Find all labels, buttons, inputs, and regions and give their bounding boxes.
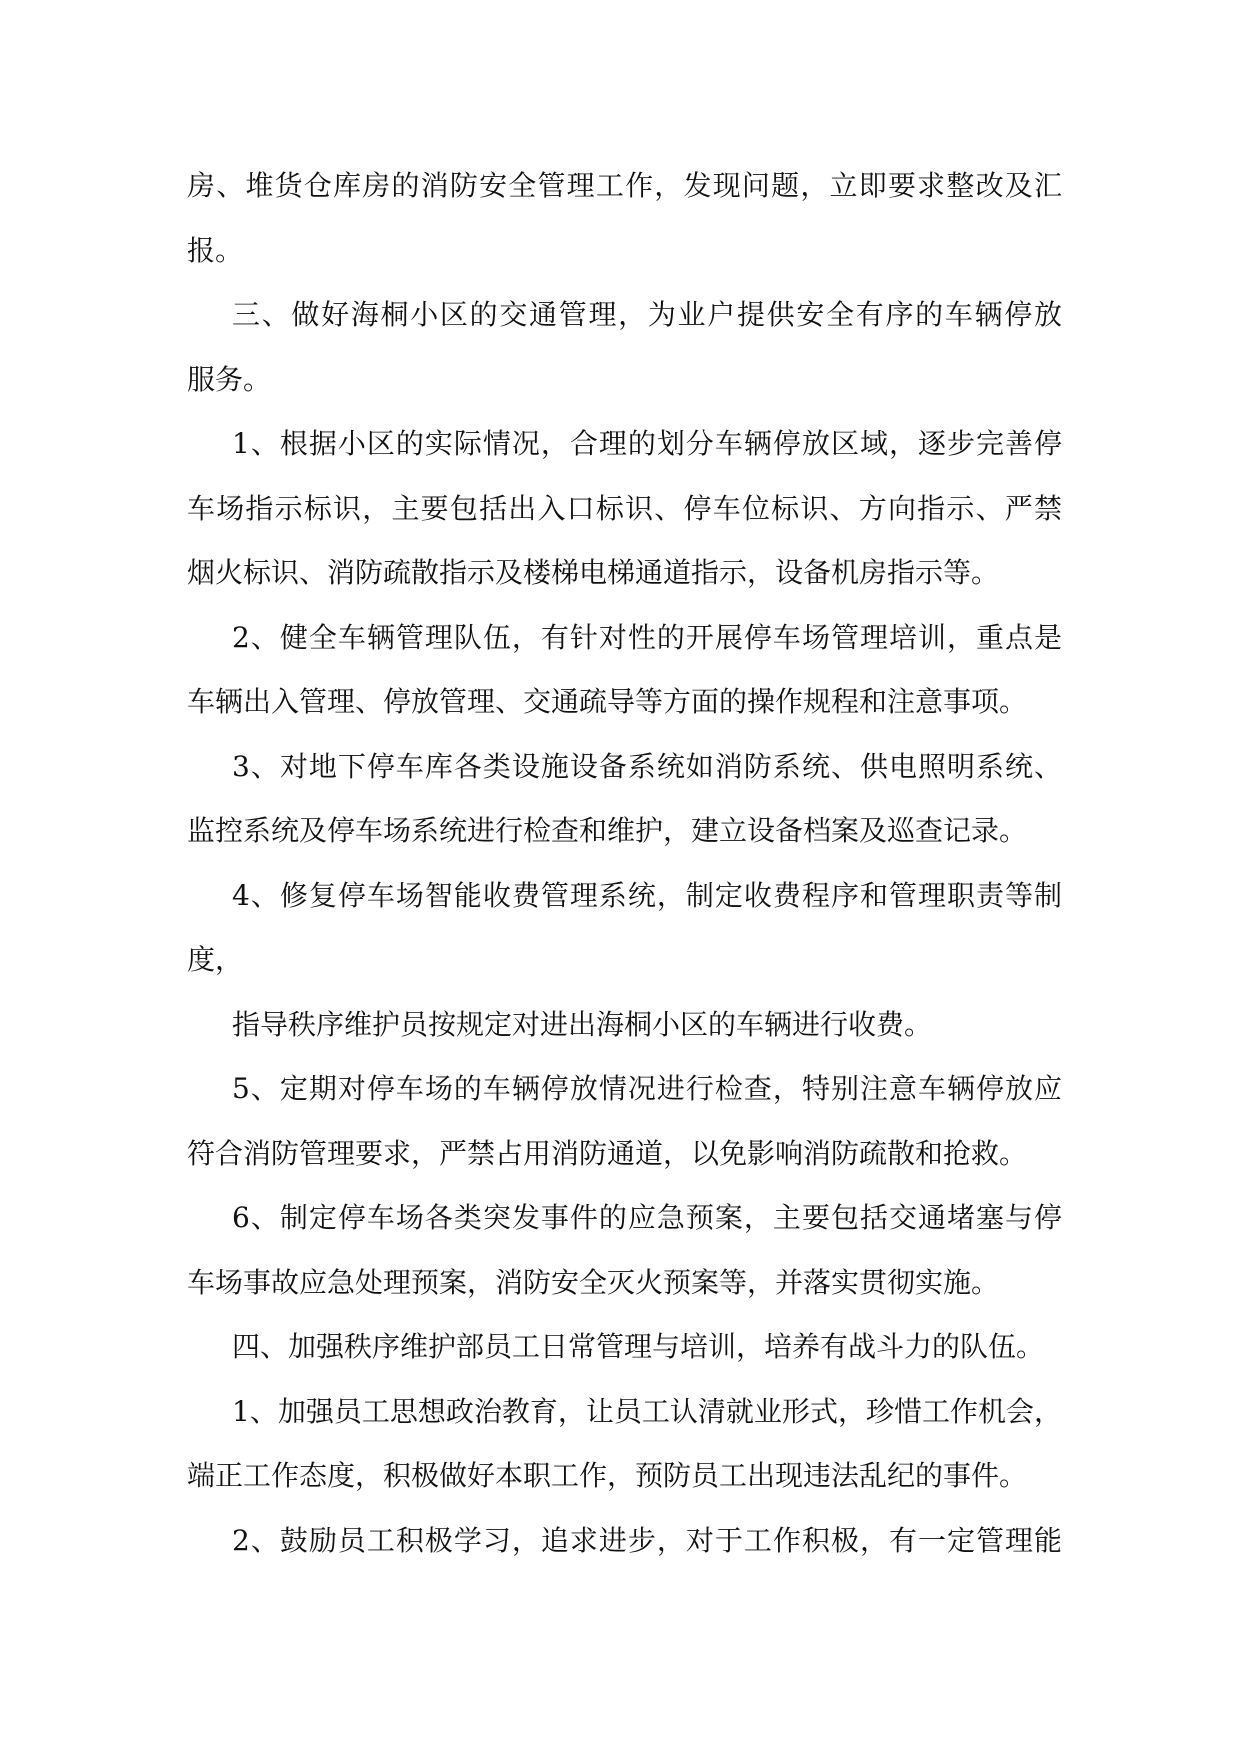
list-item-line: 1、根据小区的实际情况，合理的划分车辆停放区域，逐步完善停	[232, 427, 1062, 460]
list-item-line: 3、对地下停车库各类设施设备系统如消防系统、供电照明系统、	[232, 749, 1062, 783]
section-heading: 四、加强秩序维护部员工日常管理与培训，培养有战斗力的队伍。	[232, 1330, 1045, 1363]
text-line: 房、堆货仓库房的消防安全管理工作，发现问题，立即要求整改及汇	[187, 169, 1062, 202]
text-line: 端正工作态度，积极做好本职工作，预防员工出现违法乱纪的事件。	[187, 1459, 1028, 1492]
list-item-line: 5、定期对停车场的车辆停放情况进行检查，特别注意车辆停放应	[232, 1072, 1062, 1105]
text-line: 车辆出入管理、停放管理、交通疏导等方面的操作规程和注意事项。	[187, 685, 1028, 718]
text-line: 符合消防管理要求，严禁占用消防通道，以免影响消防疏散和抢救。	[187, 1136, 1028, 1170]
list-item-line: 4、修复停车场智能收费管理系统，制定收费程序和管理职责等制	[232, 878, 1062, 912]
text-line: 度，	[187, 943, 244, 976]
text-line: 车场指示标识，主要包括出入口标识、停车位标识、方向指示、严禁	[187, 491, 1062, 525]
text-line: 指导秩序维护员按规定对进出海桐小区的车辆进行收费。	[232, 1007, 933, 1041]
section-heading: 三、做好海桐小区的交通管理，为业户提供安全有序的车辆停放	[232, 298, 1062, 331]
text-line: 烟火标识、消防疏散指示及楼梯电梯通道指示，设备机房指示等。	[187, 556, 1000, 589]
list-item-line: 2、鼓励员工积极学习，追求进步，对于工作积极，有一定管理能	[232, 1523, 1062, 1557]
text-line: 报。	[187, 233, 244, 267]
list-item-line: 1、加强员工思想政治教育，让员工认清就业形式，珍惜工作机会，	[232, 1394, 1062, 1428]
text-line: 监控系统及停车场系统进行检查和维护，建立设备档案及巡查记录。	[187, 814, 1028, 847]
list-item-line: 6、制定停车场各类突发事件的应急预案，主要包括交通堵塞与停	[232, 1201, 1062, 1234]
text-line: 服务。	[187, 362, 272, 396]
body-text	[187, 154, 1062, 1573]
list-item-line: 2、健全车辆管理队伍，有针对性的开展停车场管理培训，重点是	[232, 620, 1062, 654]
text-line: 车场事故应急处理预案，消防安全灭火预案等，并落实贯彻实施。	[187, 1265, 1000, 1299]
